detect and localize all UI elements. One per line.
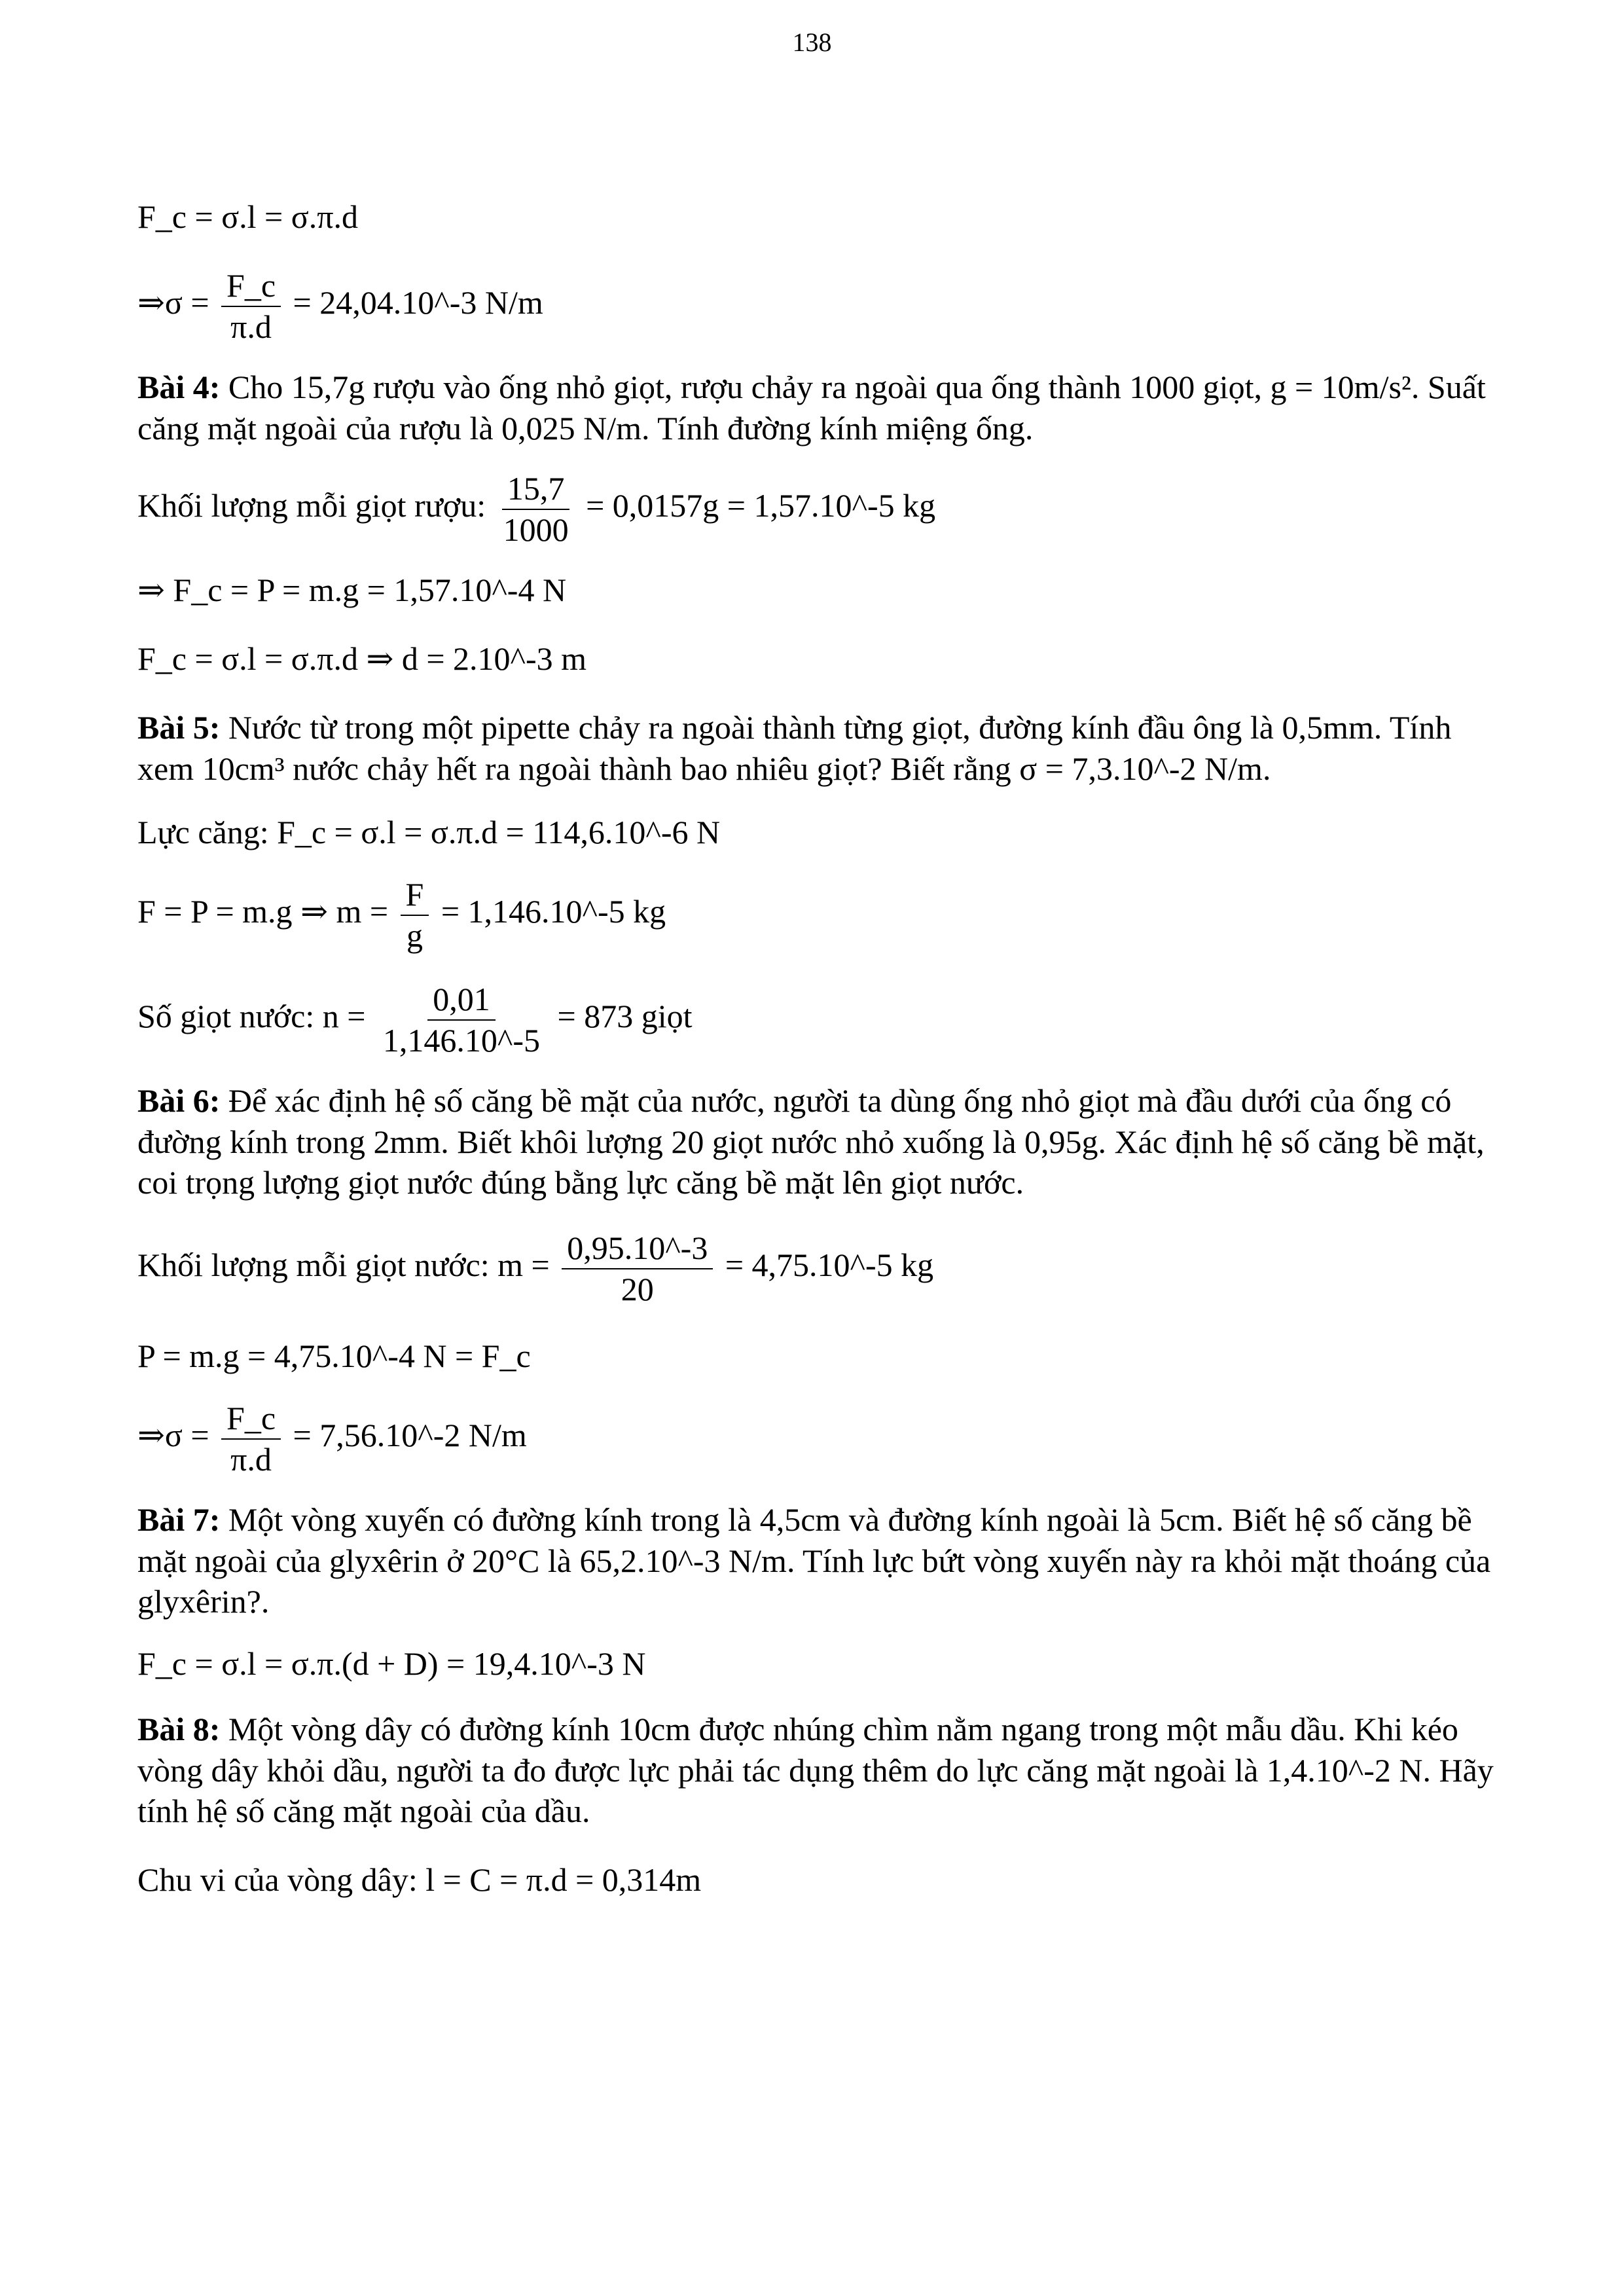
- b3-eq2-fraction: [221, 268, 281, 344]
- b5-text: Nước từ trong một pipette chảy ra ngoài thành từng giọt, đường kính đầu ông là 0,5mm. Tính xem 10cm³ nước chảy hết ra ngoài thành bao nhiêu giọt? Biết rằng σ = 7,3.10^-2 N/m.: [137, 709, 1452, 787]
- b5-count-denominator: 1,146.10^-5: [382, 1021, 541, 1059]
- b8-text: Một vòng dây có đường kính 10cm được nhúng chìm nằm ngang trong một mẫu dầu. Khi kéo vòng dây khỏi dầu, người ta đo được lực phải tác dụng thêm do lực căng mặt ngoài là 1,4.10^-2 N. Hãy tính hệ số căng mặt ngoài của dầu.: [137, 1711, 1494, 1829]
- b6-mass: Khối lượng mỗi giọt nước: m = $\frac{0,95.10\^{}-3}{20}$ = 4,75.10^-5 kg: [137, 1230, 934, 1307]
- b6-text: Để xác định hệ số căng bề mặt của nước, người ta dùng ống nhỏ giọt mà đầu dưới của ống có đường kính trong 2mm. Biết khôi lượng 20 giọt nước nhỏ xuống là 0,95g. Xác định hệ số căng bề mặt, coi trọng lượng giọt nước đúng bằng lực căng bề mặt lên giọt nước.: [137, 1082, 1485, 1201]
- b8-problem: [137, 1709, 1499, 1832]
- b6-mass-label: Khối lượng mỗi giọt nước:: [137, 1246, 490, 1283]
- b4-mass-fraction: [498, 471, 574, 547]
- b5-count: Số giọt nước: n = $\frac{0,01}{1,146.10\^{}-5}$ = 873 giọt: [137, 981, 693, 1059]
- b6-sigma-result: = 7,56.10^-2 N/m: [293, 1416, 527, 1453]
- b3-eq2: [137, 268, 543, 344]
- b5-force-label: Lực căng:: [137, 814, 269, 850]
- b6-mass-fraction: [562, 1231, 713, 1306]
- b5-problem: [137, 707, 1499, 789]
- b4-mass-denominator: 1000: [503, 511, 569, 548]
- b8-label: Bài 8:: [137, 1711, 221, 1747]
- b5-force: [137, 812, 720, 853]
- b6-sigma-denominator: π.d: [230, 1440, 272, 1478]
- b7-problem: [137, 1499, 1499, 1622]
- b7-text: Một vòng xuyến có đường kính trong là 4,5cm và đường kính ngoài là 5cm. Biết hệ số căng bề mặt ngoài của glyxêrin ở 20°C là 65,2.10^-3 N/m. Tính lực bứt vòng xuyến này ra khỏi mặt thoáng của glyxêrin?.: [137, 1501, 1491, 1620]
- b3-eq2-result: = 24,04.10^-3 N/m: [293, 283, 543, 321]
- b4-text: Cho 15,7g rượu vào ống nhỏ giọt, rượu chảy ra ngoài qua ống thành 1000 giọt, g = 10m/s². Suất căng mặt ngoài của rượu là 0,025 N/m. Tính đường kính miệng ống.: [137, 369, 1486, 446]
- b6-sigma: ⇒σ = $\frac{F\_c}{\pi.d}$ = 7,56.10^-2 N/m: [137, 1400, 527, 1478]
- b6-label: Bài 6:: [137, 1082, 221, 1119]
- b6-mass-result: = 4,75.10^-5 kg: [725, 1246, 934, 1283]
- b3-eq2-prefix: ⇒σ =: [137, 283, 209, 321]
- b5-mass: F = P = m.g ⇒ m = $\frac{F}{g}$ = 1,146.10^-5 kg: [137, 876, 666, 954]
- b4-label: Bài 4:: [137, 369, 221, 405]
- b4-problem: [137, 367, 1499, 448]
- b6-weight-eq: P = m.g = 4,75.10^-4 N = F_c: [137, 1338, 531, 1374]
- b7-label: Bài 7:: [137, 1501, 221, 1538]
- b6-problem: [137, 1080, 1499, 1203]
- b6-mass-numerator: 0,95.10^-3: [562, 1231, 713, 1269]
- b8-perimeter: Chu vi của vòng dây: l = C = π.d = 0,314m: [137, 1861, 702, 1898]
- b4-mass-result: = 0,0157g = 1,57.10^-5 kg: [586, 486, 936, 524]
- b5-mass-result: = 1,146.10^-5 kg: [441, 892, 666, 930]
- b5-mass-fraction: [401, 877, 429, 953]
- b5-count-result: = 873 giọt: [557, 997, 693, 1034]
- b3-eq2-denominator: π.d: [230, 308, 272, 345]
- b6-sigma-numerator: F_c: [221, 1401, 281, 1440]
- b5-count-label: Số giọt nước:: [137, 997, 315, 1034]
- b6-mass-denominator: 20: [621, 1270, 654, 1307]
- b3-eq1: F_c = σ.l = σ.π.d: [137, 198, 358, 235]
- b4-mass: [137, 471, 935, 547]
- b4-diam-eq: F_c = σ.l = σ.π.d ⇒ d = 2.10^-3 m: [137, 640, 587, 677]
- b7-eq: F_c = σ.l = σ.π.(d + D) = 19,4.10^-3 N: [137, 1645, 646, 1682]
- b4-mass-numerator: 15,7: [502, 471, 570, 510]
- page-number: 138: [792, 27, 832, 57]
- b5-count-numerator: 0,01: [427, 982, 496, 1021]
- b4-force-eq: ⇒ F_c = P = m.g = 1,57.10^-4 N: [137, 572, 567, 608]
- b5-mass-denominator: g: [406, 917, 423, 954]
- b3-eq2-numerator: F_c: [221, 268, 281, 307]
- b5-mass-prefix: F = P = m.g: [137, 892, 293, 930]
- b5-force-eq: F_c = σ.l = σ.π.d = 114,6.10^-6 N: [277, 814, 721, 850]
- b4-mass-label: Khối lượng mỗi giọt rượu:: [137, 486, 486, 524]
- b5-count-fraction: [378, 982, 545, 1057]
- b6-sigma-fraction: [221, 1401, 281, 1476]
- b5-mass-numerator: F: [401, 877, 429, 916]
- b5-label: Bài 5:: [137, 709, 221, 746]
